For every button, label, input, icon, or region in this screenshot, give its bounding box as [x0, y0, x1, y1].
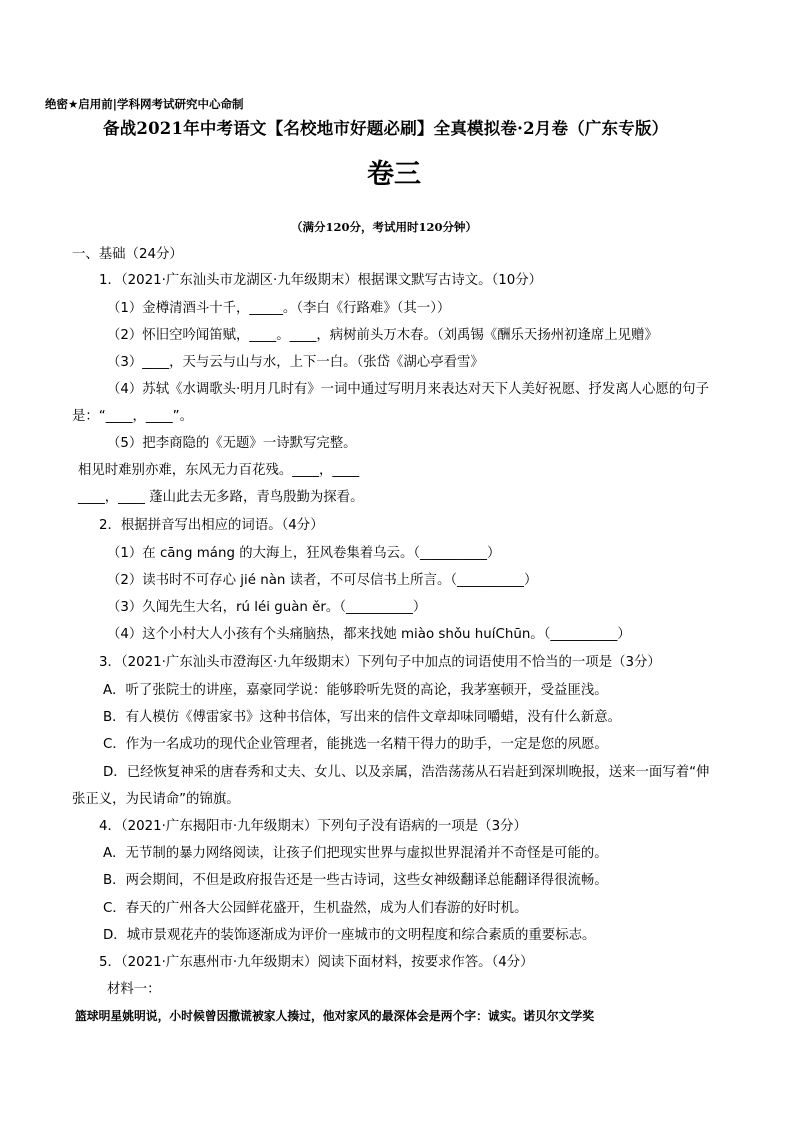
question-2-item: （1）在 cāng máng 的大海上，狂风卷集着乌云。（__________）	[107, 546, 501, 561]
score-time-note: （满分120分，考试用时120分钟）	[291, 220, 478, 234]
question-1-stem: 1．（2021·广东汕头市龙湖区·九年级期末）根据课文默写古诗文。（10分）	[99, 273, 543, 288]
question-1-item: （5）把李商隐的《无题》一诗默写完整。	[107, 436, 357, 451]
question-1-item: （4）苏轼《水调歌头·明月几时有》一词中通过写明月来表达对天下人美好祝愿、抒发离人心愿的句子	[107, 382, 709, 397]
question-3-option: D．已经恢复神采的唐春秀和丈夫、女儿、以及亲属，浩浩荡荡从石岩赶到深圳晚报，送来一面写着“伸	[103, 765, 710, 780]
question-4-stem: 4．（2021·广东揭阳市·九年级期末）下列句子没有语病的一项是（3分）	[99, 819, 527, 834]
question-4-option: B．两会期间，不但是政府报告还是一些古诗词，这些女神级翻译总能翻译得很流畅。	[103, 873, 608, 888]
question-2-item: （3）久闻先生大名，rú léi guàn ěr。（__________）	[107, 600, 427, 615]
question-5-stem: 5．（2021·广东惠州市·九年级期末）阅读下面材料，按要求作答。（4分）	[99, 955, 534, 970]
question-2-stem: 2．根据拼音写出相应的词语。（4分）	[99, 518, 324, 533]
exam-title: 备战2021年中考语文【名校地市好题必刷】全真模拟卷·2月卷（广东专版）	[103, 119, 669, 138]
question-3-option: 张正义，为民请命”的锦旗。	[72, 792, 240, 807]
question-1-item: 是：“____，____”。	[72, 409, 193, 424]
question-2-item: （4）这个小村大人小孩有个头痛脑热，都来找她 miào shǒu huíChūn。（__________）	[107, 627, 631, 642]
material-text: 篮球明星姚明说，小时候曾因撒谎被家人揍过，他对家风的最深体会是两个字：诚实。诺贝尔文学奖	[75, 1009, 595, 1023]
question-1-item: （3）____，天与云与山与水，上下一白。（张岱《湖心亭看雪》	[107, 355, 484, 370]
question-3-option: C．作为一名成功的现代企业管理者，能挑选一名精干得力的助手，一定是您的夙愿。	[103, 737, 608, 752]
question-2-item: （2）读书时不可存心 jié nàn 读者，不可尽信书上所言。（__________）	[107, 573, 538, 588]
question-1-item: 相见时难别亦难，东风无力百花残。____，____	[78, 463, 360, 478]
question-3-stem: 3．（2021·广东汕头市澄海区·九年级期末）下列句子中加点的词语使用不恰当的一项是（3分）	[99, 655, 661, 670]
paper-number: 卷三	[367, 159, 421, 190]
question-4-option: C．春天的广州各大公园鲜花盛开，生机盎然，成为人们春游的好时机。	[103, 901, 528, 916]
confidential-header: 绝密★启用前|学科网考试研究中心命制	[45, 97, 244, 111]
question-1-item: ____，____ 蓬山此去无多路，青鸟殷勤为探看。	[78, 490, 364, 505]
question-1-item: （1）金樽清酒斗十千，_____。（李白《行路难》（其一））	[107, 301, 451, 316]
question-3-option: A．听了张院士的讲座，嘉豪同学说：能够聆听先贤的高论，我茅塞顿开，受益匪浅。	[103, 683, 608, 698]
material-label: 材料一：	[107, 982, 161, 997]
section-heading: 一、基础（24分）	[72, 247, 183, 262]
question-4-option: A．无节制的暴力网络阅读，让孩子们把现实世界与虚拟世界混淆并不奇怪是可能的。	[103, 846, 608, 861]
question-1-item: （2）怀旧空吟闻笛赋，____。____，病树前头万木春。（刘禹锡《酬乐天扬州初逢席上见赠》	[107, 328, 658, 343]
question-3-option: B．有人模仿《傅雷家书》这种书信体，写出来的信件文章却味同嚼蜡，没有什么新意。	[103, 710, 622, 725]
question-4-option: D．城市景观花卉的装饰逐渐成为评价一座城市的文明程度和综合素质的重要标志。	[103, 928, 596, 943]
